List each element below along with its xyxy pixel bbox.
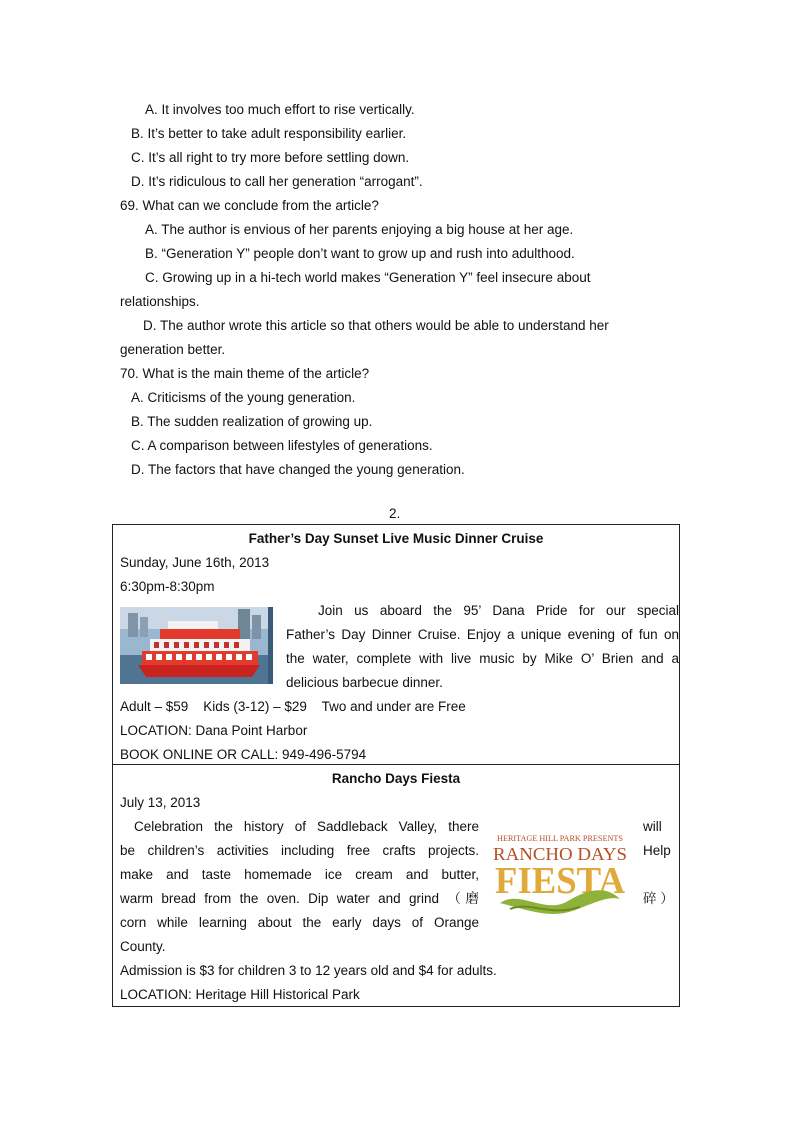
logo-big-text: FIESTA (495, 860, 626, 902)
cruise-ship-image (120, 607, 273, 684)
question-70: 70. What is the main theme of the article? (120, 366, 370, 381)
option-69-c: C. Growing up in a hi-tech world makes “Generation Y” feel insecure about (145, 270, 591, 285)
events-table (112, 524, 680, 1007)
fiesta-admission: Admission is $3 for children 3 to 12 years old and $4 for adults. (120, 963, 497, 978)
fiesta-line-3: make and taste homemade ice cream and butter, (120, 867, 479, 882)
fiesta-location: LOCATION: Heritage Hill Historical Park (120, 987, 360, 1002)
option-68-c: C. It’s all right to try more before settling down. (131, 150, 410, 165)
question-69: 69. What can we conclude from the article? (120, 198, 379, 213)
fiesta-line-6: County. (120, 939, 166, 954)
cruise-time: 6:30pm-8:30pm (120, 579, 215, 594)
fiesta-line-2: be children’s activities including free crafts projects. (120, 843, 479, 858)
option-69-a: A. The author is envious of her parents enjoying a big house at her age. (145, 222, 574, 237)
cruise-location: LOCATION: Dana Point Harbor (120, 723, 308, 738)
cruise-desc-line: Join us aboard the 95’ Dana Pride for our special (318, 603, 679, 618)
cruise-booking: BOOK ONLINE OR CALL: 949-496-5794 (120, 747, 367, 762)
fiesta-line-5: corn while learning about the early days of Orange (120, 915, 479, 930)
cruise-date: Sunday, June 16th, 2013 (120, 555, 270, 570)
option-70-d: D. The factors that have changed the young generation. (131, 462, 465, 477)
option-70-b: B. The sudden realization of growing up. (131, 414, 373, 429)
fiesta-event (113, 765, 679, 1006)
option-70-c: C. A comparison between lifestyles of generations. (131, 438, 433, 453)
option-69-d-cont: generation better. (120, 342, 226, 357)
fiesta-title: Rancho Days Fiesta (331, 771, 461, 786)
fiesta-right-word: will (643, 819, 662, 834)
section-number: 2. (389, 506, 401, 521)
cruise-event (113, 525, 679, 765)
cruise-title: Father’s Day Sunset Live Music Dinner Cruise (248, 531, 544, 546)
fiesta-line-1: Celebration the history of Saddleback Valley, there (134, 819, 479, 834)
fiesta-line-4: warm bread from the oven. Dip water and grind （磨 (120, 891, 479, 906)
rancho-days-fiesta-logo (490, 829, 630, 919)
option-69-b: B. “Generation Y” people don’t want to grow up and rush into adulthood. (145, 246, 575, 261)
logo-top-text: HERITAGE HILL PARK PRESENTS (497, 834, 623, 843)
fiesta-date: July 13, 2013 (120, 795, 201, 810)
fiesta-right-word: 碎 ） (643, 891, 674, 906)
option-68-b: B. It’s better to take adult responsibility earlier. (131, 126, 407, 141)
cruise-description (286, 599, 679, 695)
option-70-a: A. Criticisms of the young generation. (131, 390, 356, 405)
fiesta-right-word: Help (643, 843, 671, 858)
option-68-d: D. It’s ridiculous to call her generation “arrogant”. (131, 174, 423, 189)
cruise-desc-line: the water, complete with live music by Mike O’ Brien and a (286, 651, 679, 666)
cruise-desc-line: Father’s Day Dinner Cruise. Enjoy a unique evening of fun on (286, 627, 679, 642)
option-69-d: D. The author wrote this article so that others would be able to understand her (143, 318, 609, 333)
logo-mid-text: RANCHO DAYS (493, 844, 627, 864)
cruise-prices: Adult – $59 Kids (3-12) – $29 Two and under are Free (120, 699, 466, 714)
cruise-desc-line: delicious barbecue dinner. (286, 675, 443, 690)
option-68-a: A. It involves too much effort to rise vertically. (145, 102, 415, 117)
option-69-c-cont: relationships. (120, 294, 200, 309)
